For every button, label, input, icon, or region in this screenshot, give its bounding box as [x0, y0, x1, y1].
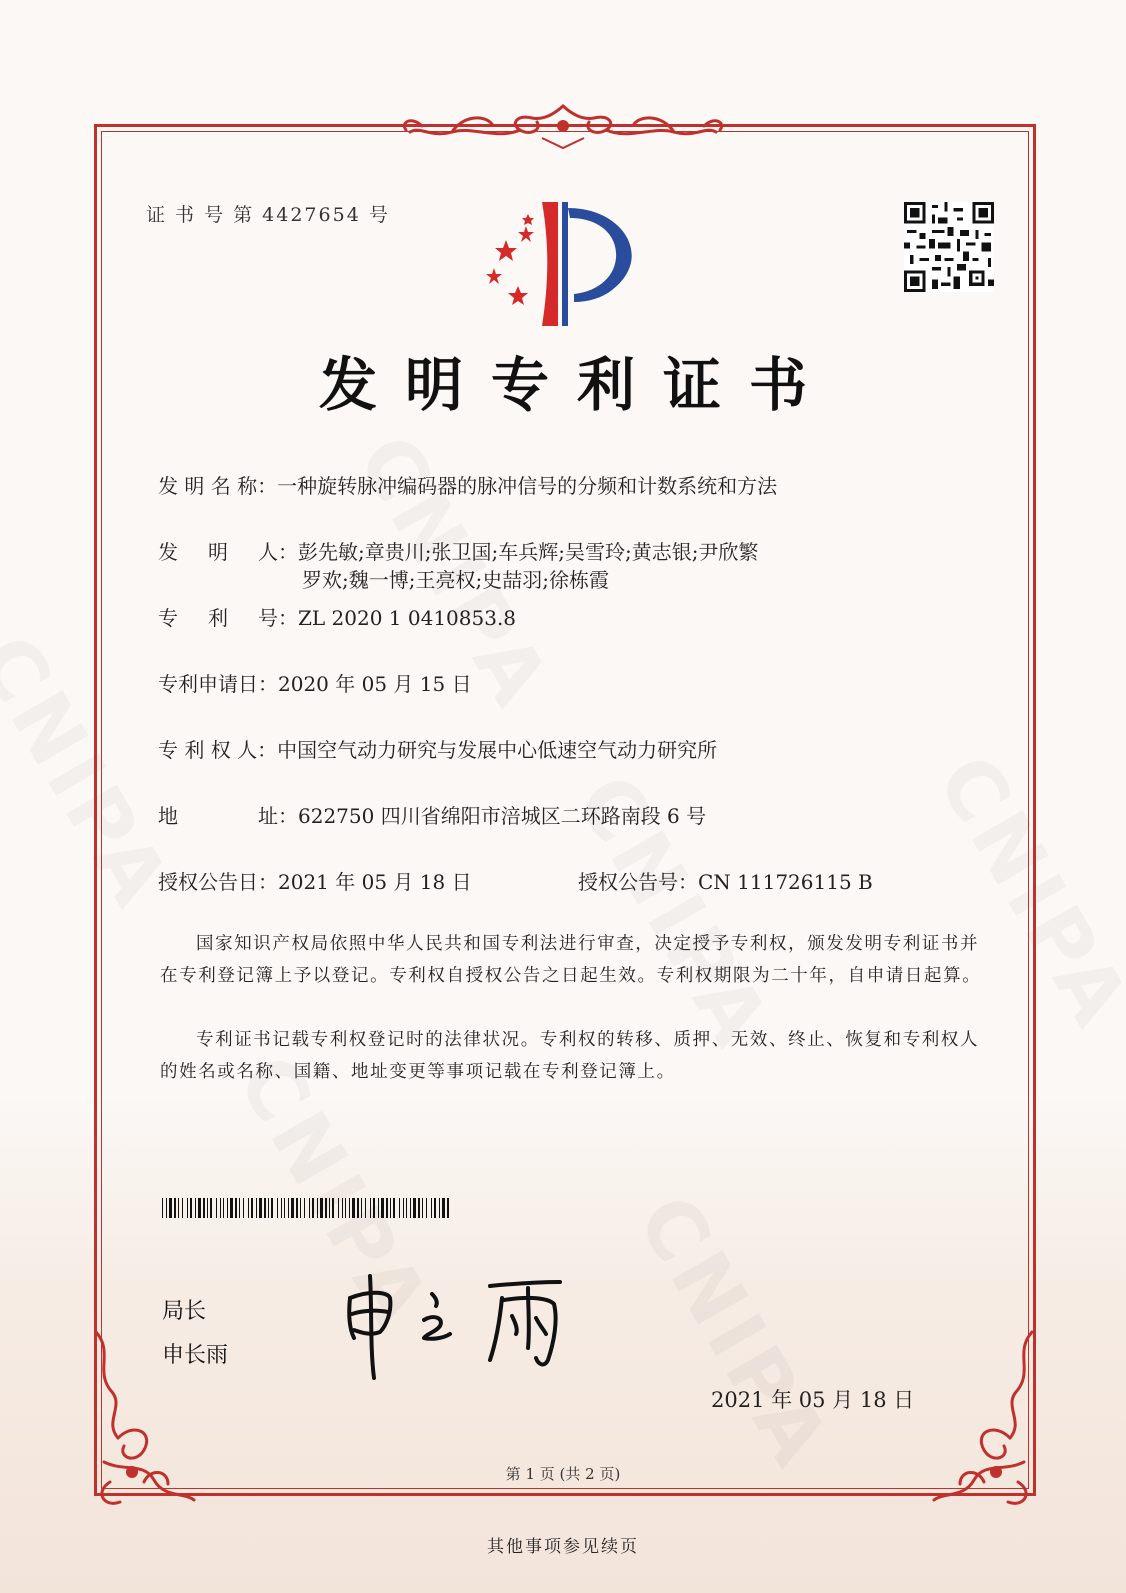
invention-name-value: 一种旋转脉冲编码器的脉冲信号的分频和计数系统和方法: [277, 474, 778, 498]
certificate-number: 证 书 号 第 4427654 号: [146, 204, 390, 226]
issue-date: 2021 年 05 月 18 日: [711, 1388, 915, 1412]
grant-number-label: 授权公告号：: [578, 870, 698, 894]
qr-code-icon: [904, 202, 994, 292]
address-field: 地 址 ：622750 四川省绵阳市涪城区二环路南段 6 号: [158, 800, 706, 829]
patentee-field: [158, 734, 717, 763]
top-ornament-icon: [392, 96, 734, 154]
address-label: 地 址: [158, 804, 278, 828]
patent-number-label: 专 利 号: [158, 606, 278, 630]
grant-date-value: 2021 年 05 月 18 日: [278, 870, 472, 894]
legal-paragraph-2: 专利证书记载专利权登记时的法律状况。专利权的转移、质押、无效、终止、恢复和专利权人的姓名或名称、国籍、地址变更等事项记载在专利登记簿上。: [160, 1030, 980, 1082]
director-name: 申长雨: [162, 1343, 229, 1368]
grant-date-field: [158, 866, 472, 895]
patent-number-value: ZL 2020 1 0410853.8: [298, 606, 517, 630]
grant-date-label: 授权公告日：: [158, 870, 278, 894]
address-value: 622750 四川省绵阳市涪城区二环路南段 6 号: [298, 804, 707, 828]
grant-number-value: CN 111726115 B: [698, 870, 873, 894]
page-title: 发明专利证书: [318, 351, 835, 419]
patent-number-field: 专 利 号 ：ZL 2020 1 0410853.8: [158, 602, 516, 631]
handwritten-signature: [340, 1268, 600, 1388]
page-indicator: 第 1 页 (共 2 页): [505, 1465, 621, 1483]
inventors-label: 发 明 人: [158, 540, 278, 564]
patentee-label: 专 利 权 人：: [158, 738, 278, 762]
inventors-field: 发 明 人 ：彭先敏;章贵川;张卫国;车兵辉;吴雪玲;黄志银;尹欣繁: [158, 536, 758, 565]
legal-paragraph-1: 国家知识产权局依照中华人民共和国专利法进行审查，决定授予专利权，颁发发明专利证书并在专利登记簿上予以登记。专利权自授权公告之日起生效。专利权期限为二十年，自申请日起算。: [160, 934, 982, 986]
invention-name-field: [158, 470, 777, 499]
grant-number-field: [578, 866, 873, 895]
application-date-label: 专利申请日：: [158, 672, 278, 696]
cnipa-logo-icon: [484, 198, 650, 328]
patentee-value: 中国空气动力研究与发展中心低速空气动力研究所: [277, 738, 718, 762]
inventors-value-line2: 罗欢;魏一博;王亮权;史喆羽;徐栋霞: [302, 568, 609, 592]
invention-name-label: 发 明 名 称：: [158, 474, 278, 498]
barcode-icon: [162, 1198, 452, 1218]
inventors-value-line1: 彭先敏;章贵川;张卫国;车兵辉;吴雪玲;黄志银;尹欣繁: [298, 540, 759, 564]
footer-note: 其他事项参见续页: [487, 1537, 639, 1557]
application-date-field: [158, 668, 472, 697]
application-date-value: 2020 年 05 月 15 日: [278, 672, 472, 696]
director-title: 局长: [162, 1299, 207, 1324]
